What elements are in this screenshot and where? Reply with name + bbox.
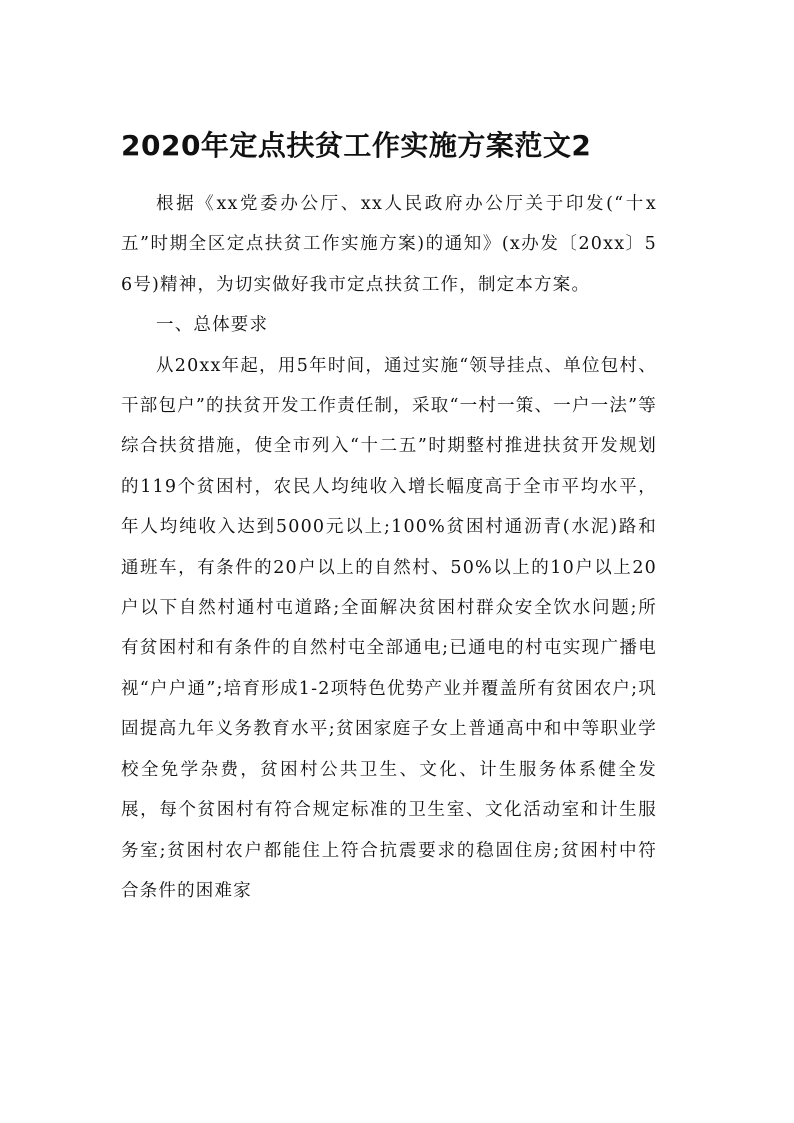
intro-paragraph: 根据《xx党委办公厅、xx人民政府办公厅关于印发(“十x五”时期全区定点扶贫工作实施方案)的通知》(x办发〔20xx〕56号)精神，为切实做好我市定点扶贫工作，制定本方案。 bbox=[121, 194, 657, 295]
section-heading-general-requirements: 一、总体要求 bbox=[156, 315, 269, 336]
document-body bbox=[121, 184, 657, 911]
goals-paragraph: 从20xx年起，用5年时间，通过实施“领导挂点、单位包村、干部包户”的扶贫开发工作责任制，采取“一村一策、一户一法”等综合扶贫措施，使全市列入“十二五”时期整村推进扶贫开发规划的119个贫困村，农民人均纯收入增长幅度高于全市平均水平，年人均纯收入达到5000元以上;100%贫困村通沥青(水泥)路和通班车，有条件的20户以上的自然村、50%以上的10户以上20户以下自然村通村屯道路;全面解决贫困村群众安全饮水问题;所有贫困村和有条件的自然村屯全部通电;已通电的村屯实现广播电视“户户通”;培育形成1-2项特色优势产业并覆盖所有贫困农户;巩固提高九年义务教育水平;贫困家庭子女上普通高中和中等职业学校全免学杂费，贫困村公共卫生、文化、计生服务体系健全发展，每个贫困村有符合规定标准的卫生室、文化活动室和计生服务室;贫困村农户都能住上符合抗震要求的稳固住房;贫困村中符合条件的困难家 bbox=[121, 355, 657, 901]
document-title: 2020年定点扶贫工作实施方案范文2 bbox=[121, 129, 592, 162]
